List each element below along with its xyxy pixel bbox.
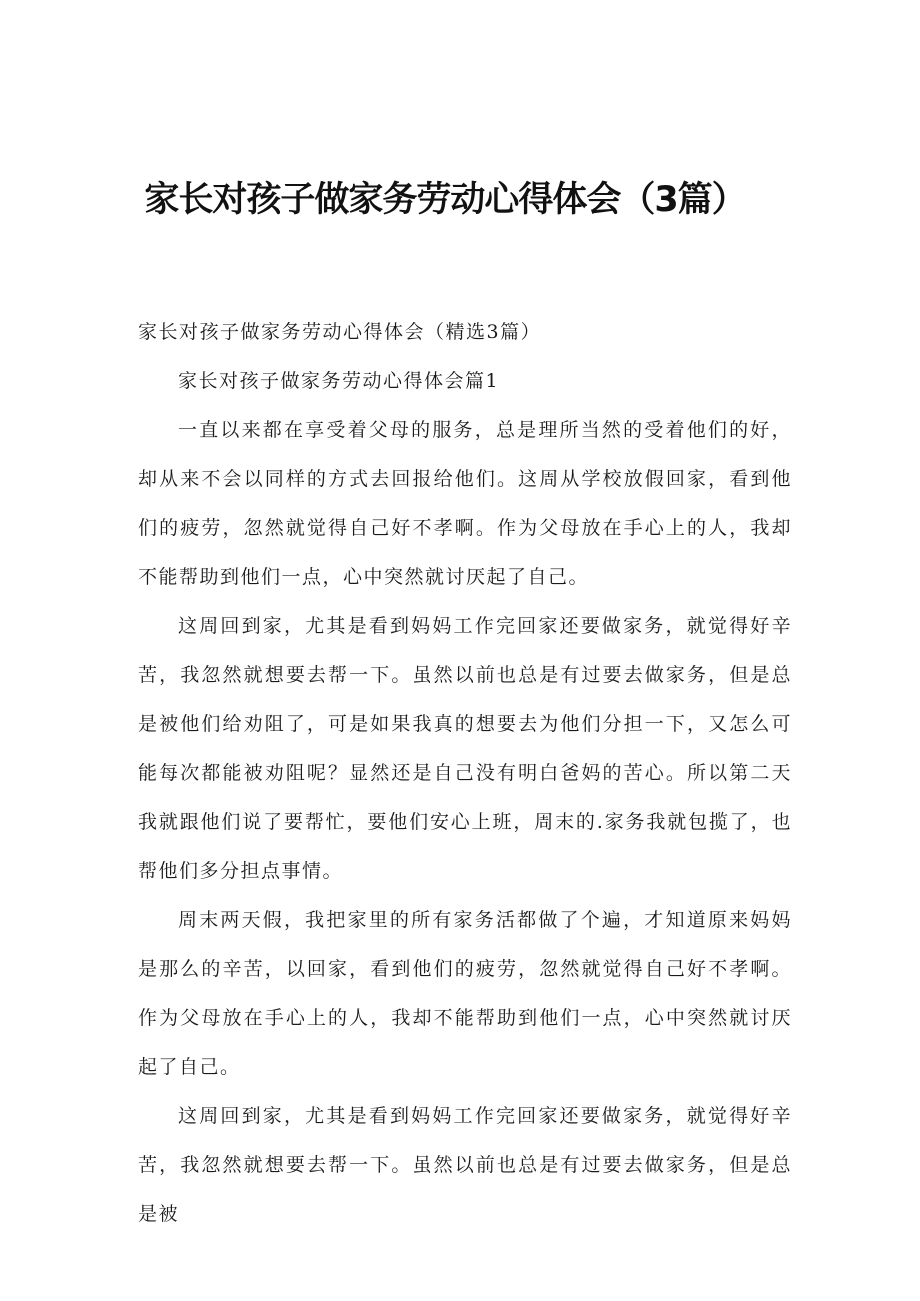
paragraph-1: 一直以来都在享受着父母的服务，总是理所当然的受着他们的好，却从来不会以同样的方式去回报给他们。这周从学校放假回家，看到他们的疲劳，忽然就觉得自己好不孝啊。作为父母放在手心上的人，我却不能帮助到他们一点，心中突然就讨厌起了自己。 <box>138 419 792 588</box>
document-subtitle: 家长对孩子做家务劳动心得体会（精选3篇） <box>138 321 542 343</box>
paragraph-2: 这周回到家，尤其是看到妈妈工作完回家还要做家务，就觉得好辛苦，我忽然就想要去帮一下。虽然以前也总是有过要去做家务，但是总是被他们给劝阻了，可是如果我真的想要去为他们分担一下，又怎么可能每次都能被劝阻呢？显然还是自己没有明白爸妈的苦心。所以第二天我就跟他们说了要帮忙，要他们安心上班，周末的.家务我就包揽了，也帮他们多分担点事情。 <box>138 615 792 882</box>
paragraph-4: 这周回到家，尤其是看到妈妈工作完回家还要做家务，就觉得好辛苦，我忽然就想要去帮一下。虽然以前也总是有过要去做家务，但是总是被 <box>138 1105 792 1225</box>
document-body <box>138 308 792 1239</box>
paragraph-3: 周末两天假，我把家里的所有家务活都做了个遍，才知道原来妈妈是那么的辛苦，以回家，看到他们的疲劳，忽然就觉得自己好不孝啊。作为父母放在手心上的人，我却不能帮助到他们一点，心中突然就讨厌起了自己。 <box>138 909 792 1078</box>
section-heading: 家长对孩子做家务劳动心得体会篇1 <box>178 370 500 392</box>
document-title: 家长对孩子做家务劳动心得体会（3篇） <box>144 180 746 221</box>
